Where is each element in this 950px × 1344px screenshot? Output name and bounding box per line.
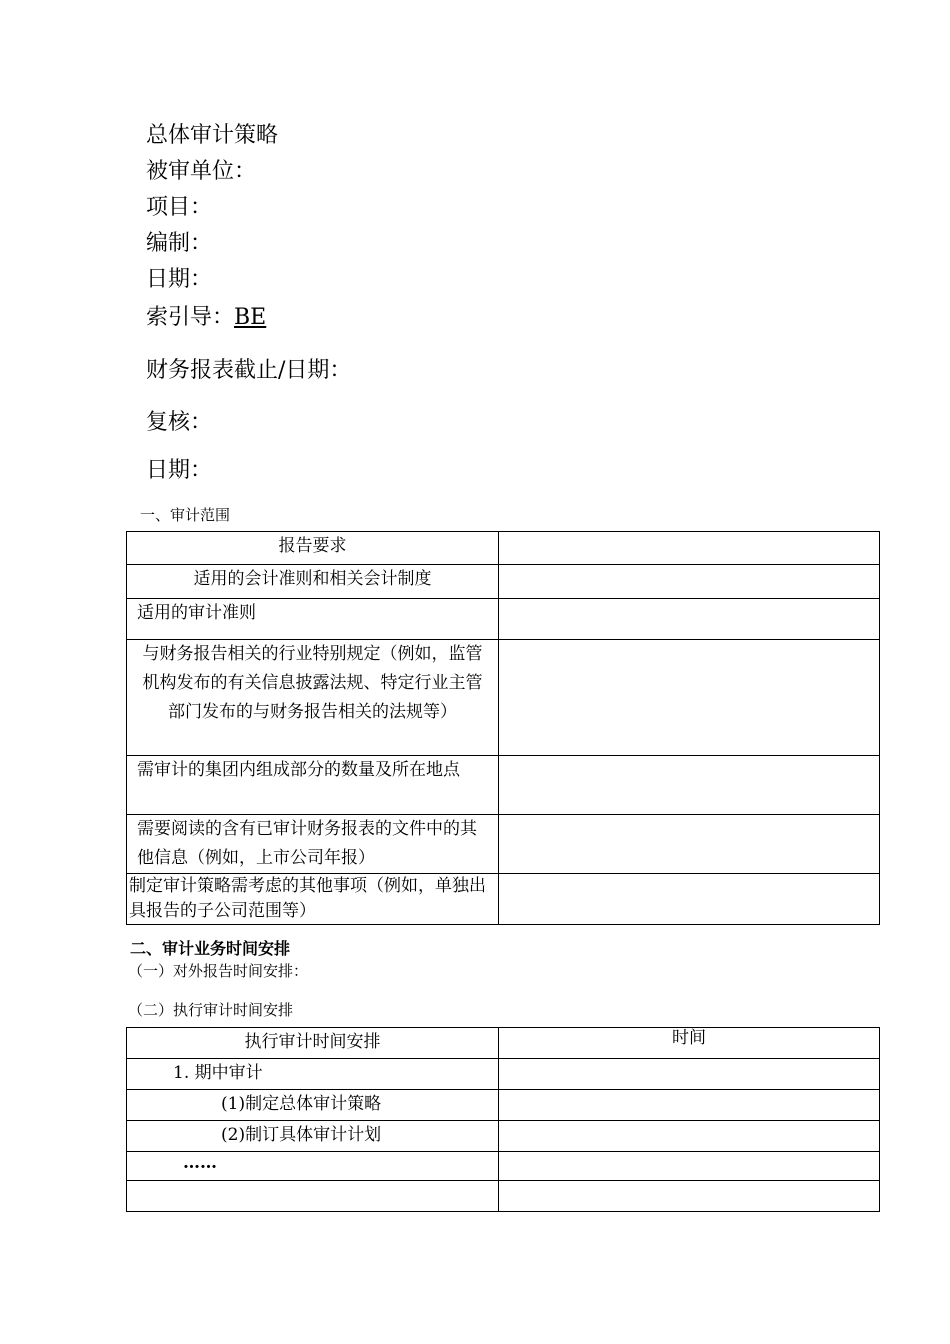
table-cell: 报告要求	[127, 532, 499, 565]
table-cell-empty	[499, 1152, 880, 1181]
table-cell-empty	[499, 1059, 880, 1090]
table-cell: ……	[127, 1152, 499, 1181]
header-title: 总体审计策略	[146, 123, 279, 148]
table-cell-empty	[499, 640, 880, 756]
date-label-2: 日期：	[146, 458, 213, 483]
table-row	[127, 1152, 880, 1181]
table-cell-empty	[499, 874, 880, 925]
table-header-row	[127, 1028, 880, 1059]
table-cell: 需要阅读的含有已审计财务报表的文件中的其他信息（例如，上市公司年报）	[127, 815, 499, 874]
table-row	[127, 1090, 880, 1121]
table-row	[127, 532, 880, 565]
table-cell: (1)制定总体审计策略	[127, 1090, 499, 1121]
audit-scope-table	[126, 531, 880, 925]
index-value: BE	[234, 305, 267, 330]
index-label	[146, 305, 266, 331]
table-cell-empty	[499, 1181, 880, 1212]
section2-sub2: （二）执行审计时间安排	[128, 1001, 294, 1019]
table-cell-empty	[499, 756, 880, 815]
table-cell-empty	[499, 1090, 880, 1121]
fs-date-label: 财务报表截止/日期：	[146, 358, 352, 383]
section1-heading: 一、审计范围	[140, 506, 231, 524]
table-cell-empty	[499, 815, 880, 874]
table-cell: 1. 期中审计	[127, 1059, 499, 1090]
table-row	[127, 565, 880, 599]
table-row	[127, 599, 880, 640]
project-label: 项目：	[146, 195, 213, 220]
table-header-cell: 执行审计时间安排	[127, 1028, 499, 1059]
audit-schedule-table	[126, 1027, 880, 1212]
table-row	[127, 1121, 880, 1152]
table-cell: 适用的审计准则	[127, 599, 499, 640]
table-header-cell: 时间	[499, 1028, 880, 1059]
table-row	[127, 815, 880, 874]
table-cell: 与财务报告相关的行业特别规定（例如，监管机构发布的有关信息披露法规、特定行业主管部门发布的与财务报告相关的法规等）	[127, 640, 499, 756]
table-cell: 制定审计策略需考虑的其他事项（例如，单独出具报告的子公司范围等）	[127, 874, 499, 925]
section2-sub1: （一）对外报告时间安排：	[128, 962, 309, 980]
section2-heading: 二、审计业务时间安排	[130, 939, 291, 958]
date-label-1: 日期：	[146, 267, 213, 292]
table-cell-empty	[499, 565, 880, 599]
table-cell-empty	[499, 1121, 880, 1152]
entity-label: 被审单位：	[146, 159, 257, 184]
review-label: 复核：	[146, 410, 213, 435]
table-row	[127, 640, 880, 756]
table-row	[127, 1181, 880, 1212]
table-cell: 适用的会计准则和相关会计制度	[127, 565, 499, 599]
table-cell: (2)制订具体审计计划	[127, 1121, 499, 1152]
table-row	[127, 874, 880, 925]
table-cell	[127, 1181, 499, 1212]
prepared-label: 编制：	[146, 231, 213, 256]
table-row	[127, 756, 880, 815]
table-row	[127, 1059, 880, 1090]
table-cell-empty	[499, 599, 880, 640]
index-label-text: 索引导：	[146, 305, 235, 330]
table-cell-empty	[499, 532, 880, 565]
table-cell: 需审计的集团内组成部分的数量及所在地点	[127, 756, 499, 815]
